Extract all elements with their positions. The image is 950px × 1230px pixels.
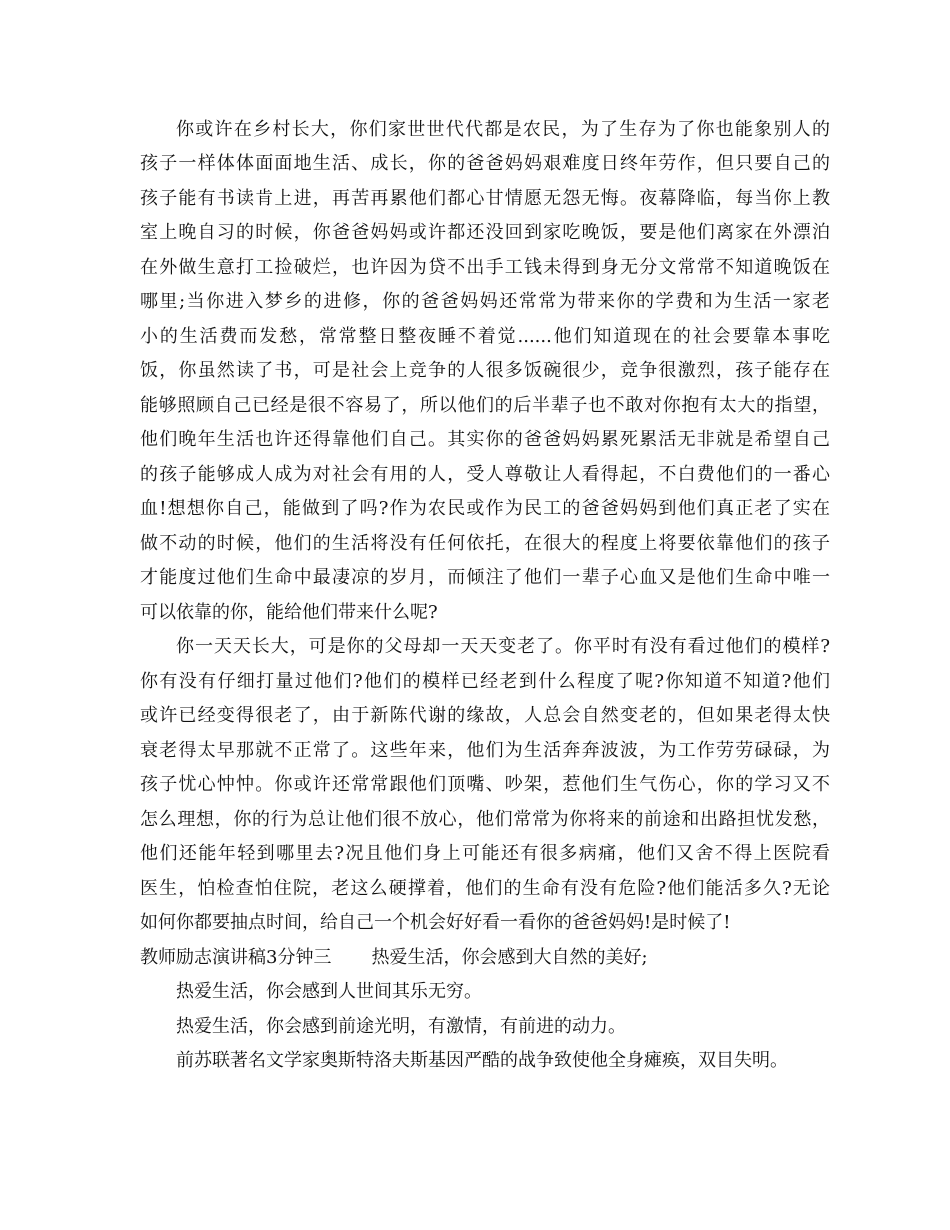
paragraph-line: 前苏联著名文学家奥斯特洛夫斯基因严酷的战争致使他全身瘫痪，双目失明。 bbox=[176, 1050, 788, 1071]
paragraph-line: 孩子忧心忡忡。你或许还常常跟他们顶嘴、吵架，惹他们生气伤心，你的学习又不 bbox=[140, 774, 830, 795]
paragraph-line: 你一天天长大，可是你的父母却一天天变老了。你平时有没有看过他们的模样? bbox=[176, 636, 830, 657]
paragraph-line: 做不动的时候，他们的生活将没有任何依托，在很大的程度上将要依靠他们的孩子 bbox=[140, 533, 830, 554]
paragraph-line: 你有没有仔细打量过他们?他们的模样已经老到什么程度了呢?你知道不知道?他们 bbox=[140, 671, 830, 692]
paragraph-line: 如何你都要抽点时间，给自己一个机会好好看一看你的爸爸妈妈!是时候了! bbox=[140, 912, 731, 933]
paragraph-line: 孩子能有书读肯上进，再苦再累他们都心甘情愿无怨无悔。夜幕降临，每当你上教 bbox=[140, 188, 830, 209]
section-heading-line bbox=[140, 943, 830, 973]
paragraph-line: 在外做生意打工捡破烂，也许因为贷不出手工钱未得到身无分文常常不知道晚饭在 bbox=[140, 257, 830, 278]
paragraph-line: 热爱生活，你会感到大自然的美好; bbox=[371, 947, 648, 968]
paragraph-line: 小的生活费而发愁，常常整日整夜睡不着觉......他们知道现在的社会要靠本事吃 bbox=[140, 326, 830, 347]
paragraph-line: 血!想想你自己，能做到了吗?作为农民或作为民工的爸爸妈妈到他们真正老了实在 bbox=[140, 498, 830, 519]
paragraph-line: 才能度过他们生命中最凄凉的岁月，而倾注了他们一辈子心血又是他们生命中唯一 bbox=[140, 567, 830, 588]
paragraph-line: 热爱生活，你会感到人世间其乐无穷。 bbox=[176, 981, 482, 1002]
paragraph-line: 你或许在乡村长大，你们家世世代代都是农民，为了生存为了你也能象别人的 bbox=[176, 119, 830, 140]
paragraph-line: 孩子一样体体面面地生活、成长，你的爸爸妈妈艰难度日终年劳作，但只要自己的 bbox=[140, 153, 830, 174]
paragraph-line: 衰老得太早那就不正常了。这些年来，他们为生活奔奔波波，为工作劳劳碌碌，为 bbox=[140, 740, 830, 761]
paragraph-line: 可以依靠的你，能给他们带来什么呢? bbox=[140, 602, 438, 623]
paragraph-line: 热爱生活，你会感到前途光明，有激情，有前进的动力。 bbox=[176, 1016, 626, 1037]
paragraph-line: 能够照顾自己已经是很不容易了，所以他们的后半辈子也不敢对你抱有太大的指望， bbox=[140, 395, 830, 416]
paragraph-line: 哪里;当你进入梦乡的进修，你的爸爸妈妈还常常为带来你的学费和为生活一家老 bbox=[140, 291, 830, 312]
paragraph-line: 怎么理想，你的行为总让他们很不放心，他们常常为你将来的前途和出路担忧发愁， bbox=[140, 809, 830, 830]
paragraph-line: 医生，怕检查怕住院，老这么硬撑着，他们的生命有没有危险?他们能活多久?无论 bbox=[140, 878, 830, 899]
paragraph-line: 饭，你虽然读了书，可是社会上竞争的人很多饭碗很少，竞争很激烈，孩子能存在 bbox=[140, 360, 830, 381]
paragraph-line: 或许已经变得很老了，由于新陈代谢的缘故，人总会自然变老的，但如果老得太快 bbox=[140, 705, 830, 726]
paragraph-line: 他们晚年生活也许还得靠他们自己。其实你的爸爸妈妈累死累活无非就是希望自己 bbox=[140, 429, 830, 450]
paragraph-line: 室上晚自习的时候，你爸爸妈妈或许都还没回到家吃晚饭，要是他们离家在外漂泊 bbox=[140, 222, 830, 243]
paragraph-line: 的孩子能够成人成为对社会有用的人，受人尊敬让人看得起，不白费他们的一番心 bbox=[140, 464, 830, 485]
paragraph-line: 他们还能年轻到哪里去?况且他们身上可能还有很多病痛，他们又舍不得上医院看 bbox=[140, 843, 830, 864]
section-title: 教师励志演讲稿3分钟三 bbox=[140, 947, 332, 968]
